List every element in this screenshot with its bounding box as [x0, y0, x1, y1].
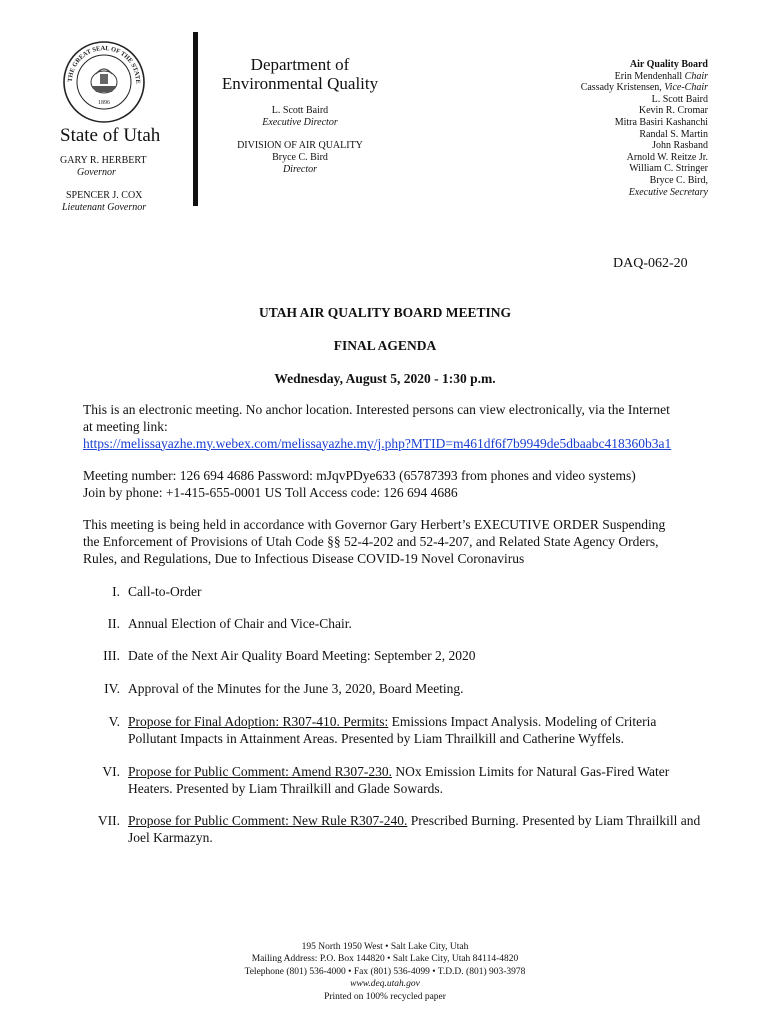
agenda-item-number: VII. — [97, 813, 120, 828]
division-block — [212, 140, 388, 176]
exec-director-title: Executive Director — [262, 117, 338, 128]
footer-website: www.deq.utah.gov — [350, 979, 420, 990]
division-name: DIVISION OF AIR QUALITY — [237, 140, 363, 151]
department-line-1: Department of — [250, 55, 350, 74]
agenda-item-text: Approval of the Minutes for the June 3, 2020, Board Meeting. — [128, 681, 464, 696]
division-director-title: Director — [282, 164, 318, 175]
footer-mailing: Mailing Address: P.O. Box 144820 • Salt Lake City, Utah 84114-4820 — [251, 954, 519, 965]
footer-address: 195 North 1950 West • Salt Lake City, Utah — [301, 942, 469, 952]
department-line-2: Environmental Quality — [221, 74, 379, 93]
svg-text:THE GREAT SEAL OF THE STATE OF: THE GREAT SEAL OF THE STATE — [66, 44, 142, 84]
exec-director-name: L. Scott Baird — [271, 105, 329, 116]
agenda-subtitle: FINAL AGENDA — [333, 338, 437, 353]
footer — [0, 941, 770, 1003]
agenda-item-text: Date of the Next Air Quality Board Meeting: September 2, 2020 — [128, 648, 476, 663]
board-vice-chair: Cassady Kristensen, Vice-Chair — [580, 82, 708, 94]
board-chair: Erin Mendenhall Chair — [614, 70, 708, 82]
footer-recycled-note: Printed on 100% recycled paper — [324, 991, 446, 1002]
board-member: L. Scott Baird — [651, 93, 708, 105]
lt-governor-title: Lieutenant Governor — [62, 202, 147, 213]
board-member: Kevin R. Cromar — [638, 105, 708, 117]
agenda-item-text: Propose for Public Comment: Amend R307-230. NOx Emission Limits for Natural Gas-Fired Water Heaters. Presented by Liam Thrailkill and Glade Sowards. — [128, 764, 670, 796]
agenda-item-number: V. — [108, 714, 120, 729]
agenda-item-rule-title: Propose for Final Adoption: R307-410. Permits: — [128, 714, 389, 729]
agenda-item-text: Call-to-Order — [128, 584, 202, 599]
agenda-item-number: III. — [103, 648, 120, 663]
executive-director — [212, 105, 388, 129]
intro-paragraph: This is an electronic meeting. No anchor location. Interested persons can view electronically, via the Internet at meeting link: https://melissayazhe.my.webex.com/melissayazhe.my/j.php?MTID=m461df6f7b9949de5dbaabc418360b3a1 — [83, 402, 672, 451]
board-member: John Rasband — [652, 140, 708, 152]
lt-governor-name: SPENCER J. COX — [66, 190, 143, 201]
join-phone-line: Join by phone: +1-415-655-0001 US Toll Access code: 126 694 4686 — [83, 484, 458, 500]
document-number: DAQ-062-20 — [613, 256, 688, 271]
agenda-item-text: Propose for Final Adoption: R307-410. Permits: Emissions Impact Analysis. Modeling of Criteria Pollutant Impacts in Attainment Areas. Presented by Liam Thrailkill and Catherine Wyffels. — [128, 714, 657, 746]
board-title: Air Quality Board — [629, 59, 708, 70]
board-member: Arnold W. Reitze Jr. — [626, 151, 708, 163]
state-seal-logo — [62, 40, 146, 124]
board-member: Randal S. Martin — [639, 128, 708, 140]
agenda-item-text: Annual Election of Chair and Vice-Chair. — [128, 616, 352, 631]
board-secretary-name: Bryce C. Bird, — [649, 174, 708, 186]
state-name: State of Utah — [60, 125, 161, 146]
governor-name: GARY R. HERBERT — [60, 155, 147, 166]
header-divider — [193, 32, 198, 206]
executive-order-paragraph: This meeting is being held in accordance with Governor Gary Herbert’s EXECUTIVE ORDER Suspending the Enforcement of Provisions of Utah Code §§ 52-4-202 and 52-4-207, and Related State Agency Orders, Rules, and Regulations, Due to Infectious Disease COVID-19 Novel Coronavirus — [83, 517, 666, 566]
meeting-title: UTAH AIR QUALITY BOARD MEETING — [258, 305, 512, 320]
governor-title: Governor — [77, 167, 116, 178]
board-member: Mitra Basiri Kashanchi — [614, 116, 708, 128]
agenda-item-rule-title: Propose for Public Comment: New Rule R307-240. — [128, 813, 408, 828]
agenda-item-number: II. — [107, 616, 120, 631]
agenda-item-number: I. — [112, 584, 120, 599]
department-name — [212, 55, 388, 93]
meeting-number-line: Meeting number: 126 694 4686 Password: mJqvPDye633 (65787393 from phones and video systems) — [83, 468, 636, 483]
agenda-item-text: Propose for Public Comment: New Rule R307-240. Prescribed Burning. Presented by Liam Thrailkill and Joel Karmazyn. — [128, 813, 701, 845]
board-member: William C. Stringer — [629, 163, 708, 175]
meeting-info — [83, 468, 693, 502]
division-director-name: Bryce C. Bird — [272, 152, 328, 163]
footer-phone: Telephone (801) 536-4000 • Fax (801) 536-4099 • T.D.D. (801) 903-3978 — [244, 966, 526, 977]
agenda-item-rule-title: Propose for Public Comment: Amend R307-230. — [128, 764, 392, 779]
meeting-date: Wednesday, August 5, 2020 - 1:30 p.m. — [274, 371, 496, 386]
agenda-item-number: VI. — [102, 764, 120, 779]
agenda-item-number: IV. — [104, 681, 120, 696]
svg-text:1896: 1896 — [98, 100, 110, 106]
board-roster — [581, 59, 708, 198]
board-secretary-title: Executive Secretary — [628, 186, 708, 198]
meeting-link[interactable]: https://melissayazhe.my.webex.com/melissayazhe.my/j.php?MTID=m461df6f7b9949de5dbaabc418360b3a1 — [83, 435, 672, 451]
